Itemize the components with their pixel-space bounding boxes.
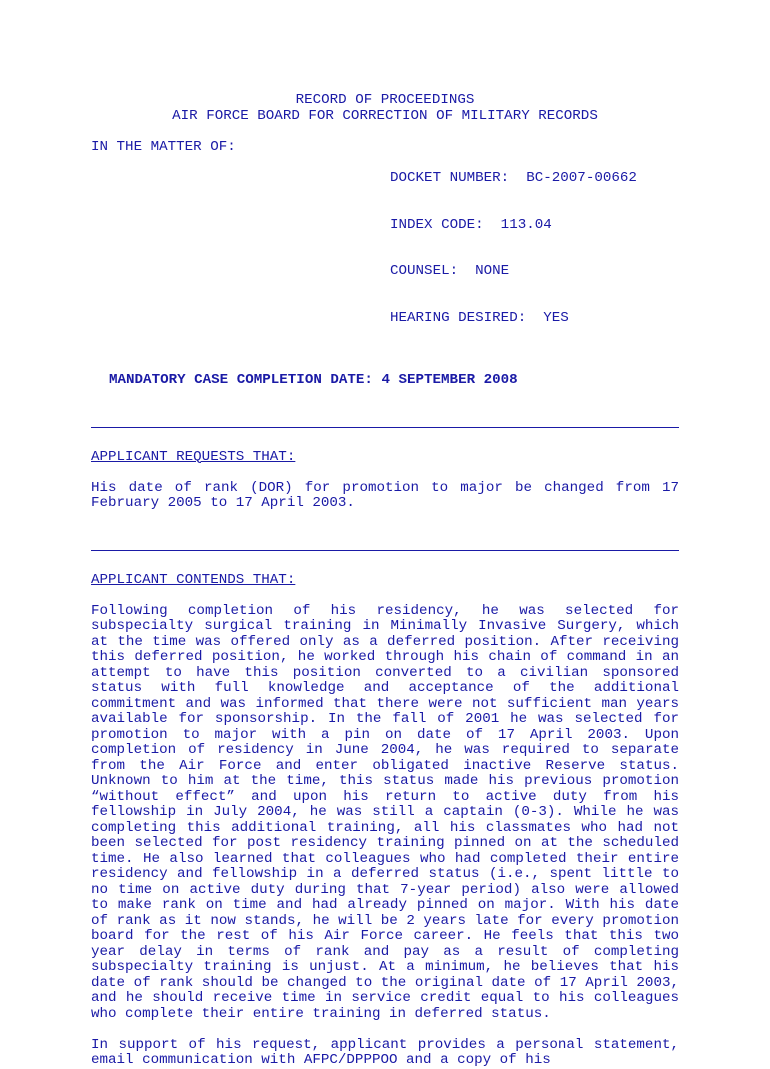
board-name: AIR FORCE BOARD FOR CORRECTION OF MILITARY RECORDS	[172, 107, 598, 124]
section-divider	[91, 427, 679, 428]
docket-number: DOCKET NUMBER: BC-2007-00662	[390, 170, 637, 186]
contends-paragraph: Following completion of his residency, he was selected for subspecialty surgical training in Minimally Invasive Surgery, which at the time was offered only as a deferred position. After receiving this deferred position, he worked through his chain of command in an attempt to have this position converted to a civilian sponsored status with full knowledge and acceptance of the additional commitment and was informed that there were not sufficient man years available for sponsorship. In the fall of 2001 he was selected for promotion to major with a pin on date of 17 April 2003. Upon completion of residency in June 2004, he was required to separate from the Air Force and enter obligated inactive Reserve status. Unknown to him at the time, this status made his previous promotion “without effect” and upon his return to active duty from his fellowship in July 2004, he was still a captain (0-3). While he was completing this additional training, all his classmates who had not been selected for post residency training pinned on at the scheduled time. He also learned that colleagues who had completed their entire residency and fellowship in a deferred status (i.e., spent little to no time on active duty during that 7-year period) also were allowed to make rank on time and had already pinned on major. With his date of rank as it now stands, he will be 2 years late for every promotion board for the rest of his Air Force career. He feels that this two year delay in terms of rank and pay as a result of completing subspecialty training is unjust. At a minimum, he believes that his date of rank should be changed to the original date of 17 April 2003, and he should receive time in service credit equal to his colleagues who complete their entire training in deferred status.	[91, 602, 679, 1022]
section-divider	[91, 550, 679, 551]
requests-heading: APPLICANT REQUESTS THAT:	[91, 448, 296, 465]
document-title: RECORD OF PROCEEDINGS	[295, 92, 475, 108]
contends-paragraph: In support of his request, applicant provides a personal statement, email communication with AFPC/DPPPOO and a copy of his	[91, 1036, 679, 1068]
counsel: COUNSEL: NONE	[390, 263, 510, 279]
contends-heading: APPLICANT CONTENDS THAT:	[91, 571, 296, 588]
matter-block	[91, 140, 679, 357]
document-page	[91, 93, 679, 1069]
mandatory-completion-date: MANDATORY CASE COMPLETION DATE: 4 SEPTEMBER 2008	[109, 372, 518, 388]
requests-body: His date of rank (DOR) for promotion to major be changed from 17 February 2005 to 17 April 2003.	[91, 479, 679, 511]
case-details	[390, 140, 637, 357]
hearing-desired: HEARING DESIRED: YES	[390, 309, 569, 326]
index-code: INDEX CODE: 113.04	[390, 216, 552, 233]
matter-label: IN THE MATTER OF:	[91, 139, 236, 155]
